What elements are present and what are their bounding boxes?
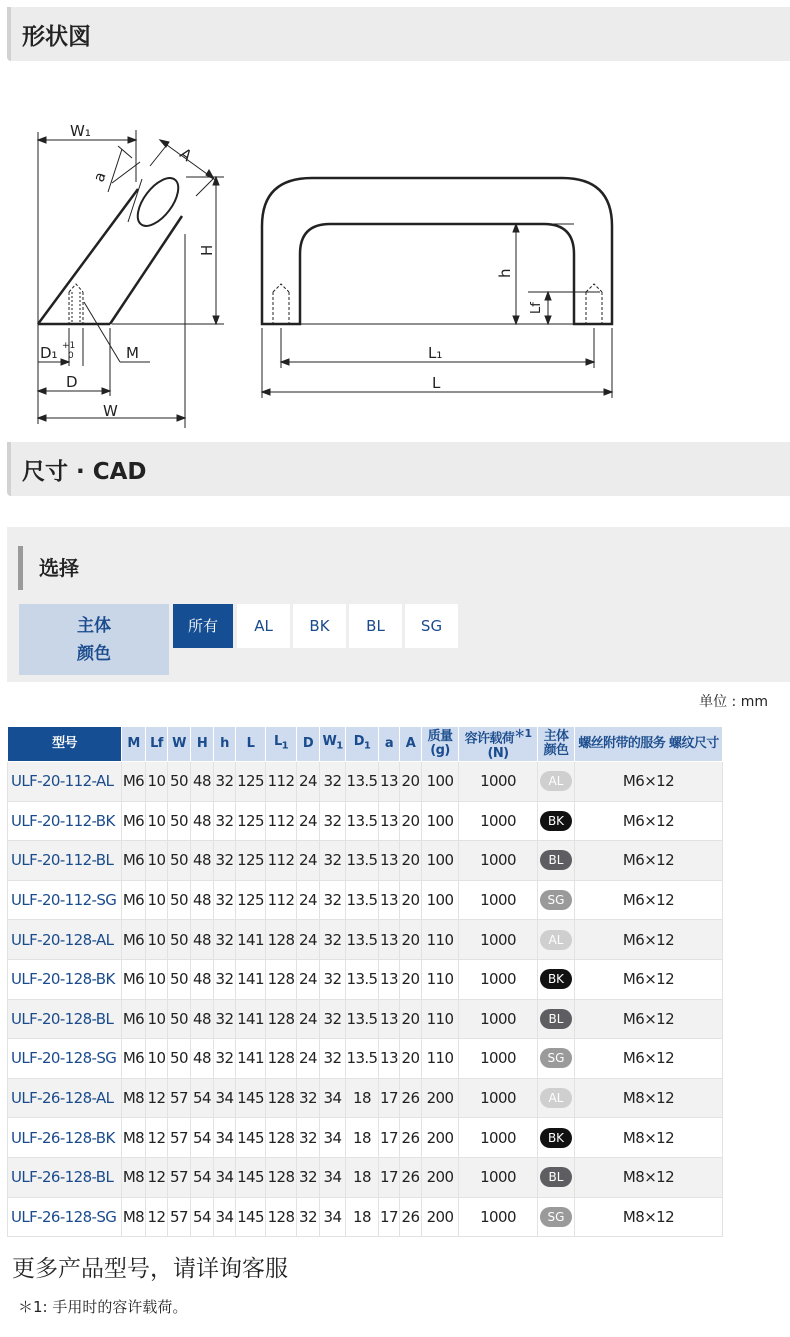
table-row	[8, 959, 723, 999]
color-badge: AL	[540, 1088, 572, 1108]
cell-d1: 18	[346, 1157, 379, 1197]
header-mass-label: 质量	[427, 729, 453, 744]
cell-mass: 110	[422, 920, 459, 960]
cell-d1: 18	[346, 1078, 379, 1118]
cell-m: M8	[122, 1118, 146, 1158]
label-H: H	[198, 244, 216, 256]
header-D: D	[297, 727, 320, 762]
cell-lf: 10	[146, 999, 168, 1039]
cell-l1: 112	[266, 880, 297, 920]
cell-a: 13	[379, 762, 400, 802]
header-color-line2: 颜色	[543, 743, 569, 758]
color-badge: AL	[540, 930, 572, 950]
cell-h: 32	[214, 801, 236, 841]
cell-w1: 32	[320, 841, 346, 881]
cell-color	[538, 1197, 575, 1237]
cell-a: 26	[400, 1078, 422, 1118]
table-row	[8, 1039, 723, 1079]
cell-h: 48	[191, 841, 214, 881]
cell-d: 32	[297, 1157, 320, 1197]
cell-mass: 110	[422, 959, 459, 999]
header-load-text: 容许载荷	[464, 731, 515, 747]
cell-h: 34	[214, 1118, 236, 1158]
color-badge: BK	[540, 969, 572, 989]
label-Lf: Lf	[529, 302, 544, 314]
cell-load: 1000	[459, 1118, 538, 1158]
cell-load: 1000	[459, 920, 538, 960]
cell-h: 32	[214, 999, 236, 1039]
table-row	[8, 920, 723, 960]
cell-h: 32	[214, 959, 236, 999]
cell-service: M6×12	[575, 920, 723, 960]
cell-a: 17	[379, 1157, 400, 1197]
cell-service: M6×12	[575, 1039, 723, 1079]
cell-m: M6	[122, 801, 146, 841]
label-a: a	[89, 169, 110, 185]
cell-mass: 200	[422, 1078, 459, 1118]
cell-h: 54	[191, 1078, 214, 1118]
cell-load: 1000	[459, 1078, 538, 1118]
cell-a: 20	[400, 920, 422, 960]
cell-service: M6×12	[575, 801, 723, 841]
dims-section-title: 尺寸 · CAD	[22, 459, 147, 485]
label-L1: L₁	[428, 344, 443, 362]
cell-color	[538, 1118, 575, 1158]
color-badge: SG	[540, 890, 572, 910]
cell-a: 13	[379, 920, 400, 960]
cell-w: 50	[168, 999, 191, 1039]
cell-w: 57	[168, 1118, 191, 1158]
cell-color	[538, 959, 575, 999]
cell-h: 34	[214, 1157, 236, 1197]
cell-l1: 128	[266, 1078, 297, 1118]
label-d1-tol-lower: 0	[68, 351, 74, 361]
cell-color	[538, 1157, 575, 1197]
cell-load: 1000	[459, 841, 538, 881]
label-h: h	[496, 268, 514, 278]
cell-l1: 128	[266, 1197, 297, 1237]
cell-w1: 32	[320, 1039, 346, 1079]
shape-section-header	[7, 7, 790, 61]
unit-label: 单位 : mm	[699, 694, 768, 710]
cell-a: 13	[379, 999, 400, 1039]
label-A: A	[176, 144, 196, 165]
cell-load: 1000	[459, 880, 538, 920]
cell-w1: 34	[320, 1197, 346, 1237]
front-view	[262, 178, 612, 398]
header-lf: Lf	[146, 727, 168, 762]
cell-m: M6	[122, 762, 146, 802]
cell-m: M6	[122, 1039, 146, 1079]
cell-a: 20	[400, 999, 422, 1039]
body-color-label-line2: 颜色	[77, 644, 111, 664]
cell-service: M6×12	[575, 880, 723, 920]
color-badge: AL	[540, 771, 572, 791]
cell-service: M6×12	[575, 959, 723, 999]
cell-h: 32	[214, 1039, 236, 1079]
header-color	[538, 727, 575, 762]
header-service: 螺丝附带的服务 螺纹尺寸	[575, 727, 723, 762]
cell-a: 13	[379, 959, 400, 999]
cell-a: 13	[379, 841, 400, 881]
label-d1-tol-upper: +1	[62, 341, 76, 351]
cell-l: 141	[236, 999, 266, 1039]
cell-a: 26	[400, 1197, 422, 1237]
cell-service: M6×12	[575, 841, 723, 881]
cell-mass: 200	[422, 1157, 459, 1197]
cell-mass: 100	[422, 841, 459, 881]
cell-d1: 18	[346, 1197, 379, 1237]
cell-color	[538, 880, 575, 920]
cell-mass: 110	[422, 999, 459, 1039]
select-panel	[7, 527, 790, 682]
header-load-label	[459, 727, 537, 746]
cell-h: 34	[214, 1078, 236, 1118]
cell-service: M8×12	[575, 1118, 723, 1158]
header-w1-text: W	[322, 733, 337, 749]
model-link[interactable]: ULF-26-128-SG	[8, 1197, 122, 1237]
cell-w: 50	[168, 959, 191, 999]
cell-color	[538, 1039, 575, 1079]
label-M: M	[126, 344, 139, 362]
cell-l: 145	[236, 1197, 266, 1237]
model-link[interactable]: ULF-20-112-SG	[8, 880, 122, 920]
cell-lf: 12	[146, 1197, 168, 1237]
color-option-sg[interactable]: SG	[405, 604, 458, 648]
cell-m: M6	[122, 880, 146, 920]
table-row	[8, 841, 723, 881]
cell-w: 50	[168, 1039, 191, 1079]
cell-h: 32	[214, 920, 236, 960]
dims-section-header	[7, 442, 790, 496]
shape-section-title: 形状図	[22, 24, 91, 50]
cell-m: M6	[122, 959, 146, 999]
cell-w: 57	[168, 1078, 191, 1118]
cell-h: 32	[214, 880, 236, 920]
cell-lf: 10	[146, 762, 168, 802]
cell-a: 13	[379, 801, 400, 841]
cell-d1: 13.5	[346, 880, 379, 920]
header-mass	[422, 727, 459, 762]
table-header-row	[8, 727, 723, 762]
cell-l1: 128	[266, 1157, 297, 1197]
header-h: h	[214, 727, 236, 762]
cell-mass: 100	[422, 801, 459, 841]
cell-service: M6×12	[575, 762, 723, 802]
color-badge: BL	[540, 1009, 572, 1029]
cell-l1: 128	[266, 1118, 297, 1158]
header-l1	[266, 727, 297, 762]
cell-load: 1000	[459, 1039, 538, 1079]
model-link[interactable]: ULF-20-112-BL	[8, 841, 122, 881]
cell-m: M8	[122, 1197, 146, 1237]
cell-w: 50	[168, 801, 191, 841]
cell-load: 1000	[459, 1197, 538, 1237]
header-l1-sub: 1	[281, 740, 289, 752]
footnote: ＊1: 手用时的容许载荷。	[18, 1298, 188, 1316]
cell-l: 125	[236, 841, 266, 881]
cell-color	[538, 841, 575, 881]
header-w1-sub: 1	[336, 740, 343, 752]
cell-a: 20	[400, 880, 422, 920]
cell-a: 20	[400, 801, 422, 841]
cell-h: 54	[191, 1157, 214, 1197]
dimension-drawing	[0, 66, 790, 438]
header-l1-text: L	[273, 733, 282, 749]
cell-h: 54	[191, 1118, 214, 1158]
model-link[interactable]: ULF-20-128-BK	[8, 959, 122, 999]
cell-load: 1000	[459, 999, 538, 1039]
cell-l: 145	[236, 1157, 266, 1197]
cell-d: 24	[297, 999, 320, 1039]
cell-h: 34	[214, 1197, 236, 1237]
cell-color	[538, 762, 575, 802]
table-row	[8, 1157, 723, 1197]
cell-l: 141	[236, 920, 266, 960]
cell-d1: 18	[346, 1118, 379, 1158]
header-d1	[346, 727, 379, 762]
cell-a: 17	[379, 1118, 400, 1158]
cell-a: 26	[400, 1157, 422, 1197]
cell-color	[538, 1078, 575, 1118]
header-d1-text: D	[353, 733, 364, 749]
select-title: 选择	[18, 546, 79, 590]
cell-w1: 34	[320, 1078, 346, 1118]
cell-a: 20	[400, 841, 422, 881]
cell-w1: 32	[320, 920, 346, 960]
cell-lf: 10	[146, 801, 168, 841]
cell-w1: 32	[320, 999, 346, 1039]
cell-service: M8×12	[575, 1197, 723, 1237]
cell-mass: 200	[422, 1197, 459, 1237]
header-load-mark: ＊1	[514, 727, 532, 741]
body-color-label	[19, 604, 169, 675]
header-model: 型号	[8, 727, 122, 762]
cell-mass: 110	[422, 1039, 459, 1079]
model-link[interactable]: ULF-26-128-BK	[8, 1118, 122, 1158]
cell-w: 57	[168, 1197, 191, 1237]
cell-d: 32	[297, 1118, 320, 1158]
cell-h: 32	[214, 841, 236, 881]
cell-h: 48	[191, 1039, 214, 1079]
cell-l1: 112	[266, 801, 297, 841]
table-row	[8, 880, 723, 920]
cell-d1: 13.5	[346, 762, 379, 802]
model-link[interactable]: ULF-20-112-BK	[8, 801, 122, 841]
cell-d1: 13.5	[346, 1039, 379, 1079]
cell-d: 24	[297, 1039, 320, 1079]
cell-lf: 12	[146, 1157, 168, 1197]
cell-l1: 128	[266, 920, 297, 960]
label-w1: W₁	[70, 122, 91, 140]
color-badge: SG	[540, 1048, 572, 1068]
header-color-line1: 主体	[543, 729, 569, 744]
color-option-all[interactable]: 所有	[173, 604, 233, 648]
color-badge: BK	[540, 811, 572, 831]
cell-m: M6	[122, 999, 146, 1039]
cell-h: 32	[214, 762, 236, 802]
cell-d: 24	[297, 801, 320, 841]
table-row	[8, 1197, 723, 1237]
cell-h: 48	[191, 801, 214, 841]
cell-color	[538, 920, 575, 960]
cell-lf: 12	[146, 1118, 168, 1158]
cell-l1: 128	[266, 959, 297, 999]
cell-a: 20	[400, 762, 422, 802]
model-link[interactable]: ULF-20-128-SG	[8, 1039, 122, 1079]
cell-l1: 128	[266, 999, 297, 1039]
body-color-label-line1: 主体	[77, 616, 111, 636]
header-w: W	[168, 727, 191, 762]
side-view	[38, 122, 224, 428]
header-L: L	[236, 727, 266, 762]
cell-a: 20	[400, 1039, 422, 1079]
cell-h: 48	[191, 880, 214, 920]
color-badge: BK	[540, 1128, 572, 1148]
cell-load: 1000	[459, 959, 538, 999]
cell-w1: 34	[320, 1118, 346, 1158]
cell-load: 1000	[459, 801, 538, 841]
cell-d1: 13.5	[346, 801, 379, 841]
label-L: L	[432, 374, 441, 392]
cell-color	[538, 801, 575, 841]
spec-table	[7, 726, 723, 1237]
cell-mass: 100	[422, 762, 459, 802]
cell-d1: 13.5	[346, 920, 379, 960]
cell-l: 125	[236, 880, 266, 920]
header-load-unit: (N)	[487, 745, 509, 761]
cell-d: 24	[297, 762, 320, 802]
cell-d1: 13.5	[346, 999, 379, 1039]
header-load	[459, 727, 538, 762]
cell-lf: 10	[146, 920, 168, 960]
cell-service: M8×12	[575, 1078, 723, 1118]
cell-a: 20	[400, 959, 422, 999]
cell-d: 24	[297, 880, 320, 920]
model-link[interactable]: ULF-20-128-BL	[8, 999, 122, 1039]
cell-a: 17	[379, 1078, 400, 1118]
cell-w: 57	[168, 1157, 191, 1197]
cell-l: 141	[236, 959, 266, 999]
cell-lf: 10	[146, 1039, 168, 1079]
header-A: A	[400, 727, 422, 762]
cell-d: 32	[297, 1078, 320, 1118]
color-badge: BL	[540, 850, 572, 870]
cell-mass: 100	[422, 880, 459, 920]
model-link[interactable]: ULF-20-112-AL	[8, 762, 122, 802]
cell-d: 32	[297, 1197, 320, 1237]
color-option-bl[interactable]: BL	[349, 604, 402, 648]
cell-m: M6	[122, 920, 146, 960]
table-row	[8, 999, 723, 1039]
cell-lf: 10	[146, 880, 168, 920]
table-row	[8, 762, 723, 802]
model-link[interactable]: ULF-20-128-AL	[8, 920, 122, 960]
cell-l: 145	[236, 1078, 266, 1118]
color-option-al[interactable]: AL	[237, 604, 290, 648]
cell-m: M8	[122, 1078, 146, 1118]
color-badge: SG	[540, 1207, 572, 1227]
header-H: H	[191, 727, 214, 762]
header-w1	[320, 727, 346, 762]
cell-w: 50	[168, 880, 191, 920]
color-option-bk[interactable]: BK	[293, 604, 346, 648]
header-a: a	[379, 727, 400, 762]
cell-h: 48	[191, 920, 214, 960]
header-d1-sub: 1	[363, 740, 371, 752]
cell-d1: 13.5	[346, 959, 379, 999]
cell-service: M6×12	[575, 999, 723, 1039]
cell-d: 24	[297, 841, 320, 881]
table-row	[8, 1078, 723, 1118]
cell-a: 13	[379, 880, 400, 920]
cell-h: 54	[191, 1197, 214, 1237]
cell-a: 26	[400, 1118, 422, 1158]
model-link[interactable]: ULF-26-128-AL	[8, 1078, 122, 1118]
cell-l: 125	[236, 801, 266, 841]
cell-d: 24	[297, 920, 320, 960]
header-mass-unit: (g)	[430, 743, 450, 758]
cell-l: 145	[236, 1118, 266, 1158]
cell-w1: 34	[320, 1157, 346, 1197]
cell-m: M6	[122, 841, 146, 881]
cell-lf: 10	[146, 841, 168, 881]
label-d1: D₁	[40, 344, 58, 362]
color-badge: BL	[540, 1167, 572, 1187]
table-row	[8, 801, 723, 841]
cell-w1: 32	[320, 762, 346, 802]
cell-w1: 32	[320, 959, 346, 999]
cell-w: 50	[168, 920, 191, 960]
table-row	[8, 1118, 723, 1158]
cell-lf: 10	[146, 959, 168, 999]
cell-d: 24	[297, 959, 320, 999]
cell-load: 1000	[459, 1157, 538, 1197]
cell-service: M8×12	[575, 1157, 723, 1197]
label-W: W	[103, 402, 118, 420]
cell-w1: 32	[320, 801, 346, 841]
header-m: M	[122, 727, 146, 762]
cell-d1: 13.5	[346, 841, 379, 881]
cell-h: 48	[191, 762, 214, 802]
cell-w: 50	[168, 762, 191, 802]
spec-table-body	[8, 762, 723, 1237]
cell-a: 13	[379, 1039, 400, 1079]
cell-a: 17	[379, 1197, 400, 1237]
cell-w: 50	[168, 841, 191, 881]
cell-l: 141	[236, 1039, 266, 1079]
cell-mass: 200	[422, 1118, 459, 1158]
cell-w1: 32	[320, 880, 346, 920]
cell-m: M8	[122, 1157, 146, 1197]
label-D: D	[66, 373, 78, 391]
cell-h: 48	[191, 999, 214, 1039]
cell-l1: 112	[266, 841, 297, 881]
model-link[interactable]: ULF-26-128-BL	[8, 1157, 122, 1197]
cell-l1: 128	[266, 1039, 297, 1079]
cell-h: 48	[191, 959, 214, 999]
cell-color	[538, 999, 575, 1039]
cell-load: 1000	[459, 762, 538, 802]
cell-l: 125	[236, 762, 266, 802]
cell-lf: 12	[146, 1078, 168, 1118]
more-models-text: 更多产品型号，请详询客服	[12, 1256, 288, 1282]
cell-l1: 112	[266, 762, 297, 802]
